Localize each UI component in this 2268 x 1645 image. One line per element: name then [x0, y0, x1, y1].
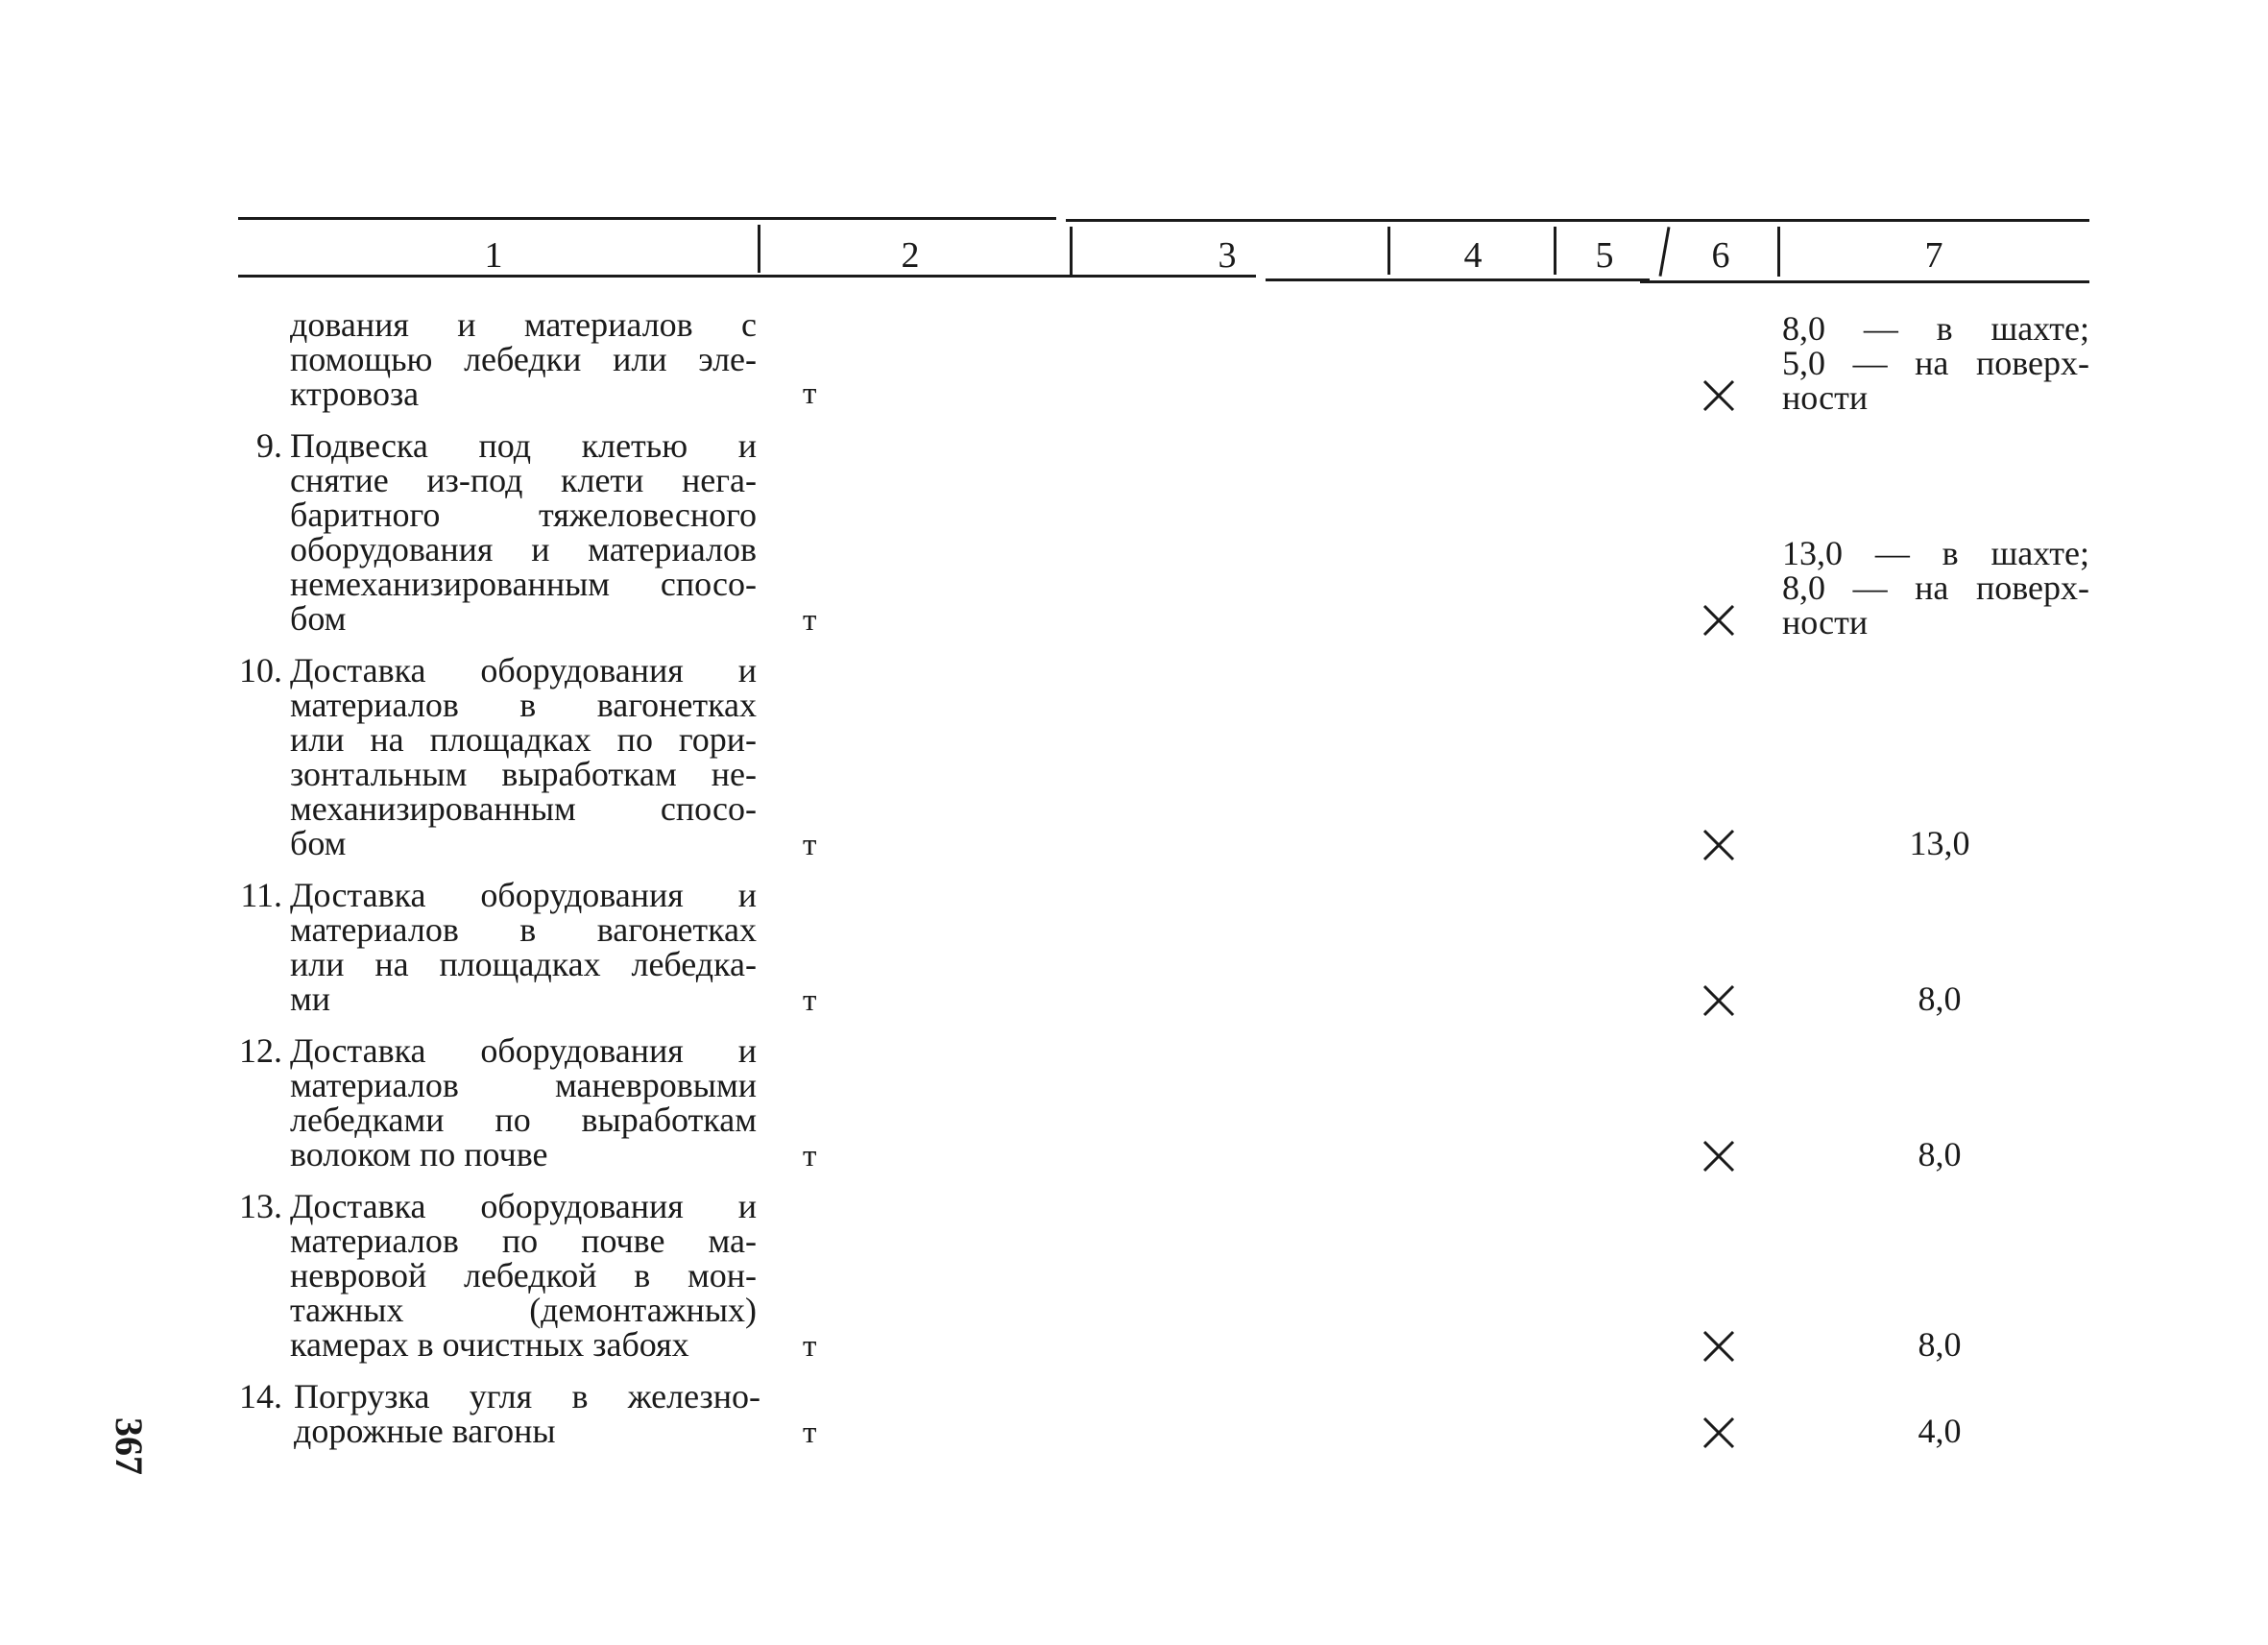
row-unit: т	[803, 828, 817, 862]
description-line: Доставка оборудования и	[290, 651, 757, 689]
header-top-rule-right	[1066, 219, 2089, 222]
row-description	[290, 1189, 757, 1362]
row-col7: 8,0	[1918, 1325, 1962, 1364]
row-description	[290, 428, 757, 636]
description-line: дорожные вагоны	[294, 1412, 556, 1450]
row-col7: 13,0	[1909, 824, 1970, 862]
description-line: материалов маневровыми	[290, 1066, 757, 1104]
description-line: немеханизированным спосо-	[290, 565, 757, 603]
cross-mark-icon	[1701, 1415, 1736, 1450]
column-number-1: 1	[484, 235, 503, 276]
cross-mark-icon	[1701, 603, 1736, 638]
col7-line: 8,0 — в шахте;	[1782, 309, 2089, 348]
col7-line: ности	[1782, 603, 1869, 641]
description-line: ми	[290, 980, 331, 1018]
row-col7: 8,0	[1918, 980, 1962, 1018]
header-bottom-rule-3	[1640, 280, 2089, 283]
header-divider-5	[1659, 227, 1671, 277]
row-number: 12.	[239, 1031, 282, 1070]
row-description	[294, 1379, 760, 1448]
row-description	[290, 1033, 757, 1172]
description-line: баритного тяжеловесного	[290, 496, 757, 534]
description-line: помощью лебедки или эле-	[290, 340, 757, 378]
row-number: 10.	[239, 651, 282, 689]
row-description	[290, 307, 757, 411]
cross-mark-icon	[1701, 983, 1736, 1018]
header-bottom-rule-1	[238, 275, 1256, 278]
row-number: 14.	[239, 1377, 282, 1415]
description-line: лебедками по выработкам	[290, 1101, 757, 1139]
description-line: Подвеска под клетью и	[290, 426, 757, 465]
description-line: Доставка оборудования и	[290, 876, 757, 914]
col7-line: 8,0 — на поверх-	[1782, 568, 2089, 607]
description-line: Погрузка угля в железно-	[294, 1377, 760, 1415]
cross-mark-icon	[1701, 828, 1736, 862]
description-line: зонтальным выработкам не-	[290, 755, 757, 793]
cross-mark-icon	[1701, 378, 1736, 413]
row-unit: т	[803, 983, 817, 1018]
description-line: или на площадках лебедка-	[290, 945, 757, 983]
row-number: 9.	[256, 426, 282, 465]
header-divider-6	[1777, 227, 1780, 277]
column-number-6: 6	[1711, 235, 1730, 276]
description-line: бом	[290, 599, 347, 638]
description-line: материалов по почве ма-	[290, 1222, 757, 1260]
description-line: материалов в вагонетках	[290, 910, 757, 949]
description-line: тажных (демонтажных)	[290, 1291, 757, 1329]
description-line: бом	[290, 824, 347, 862]
description-line: ктровоза	[290, 375, 420, 413]
header-bottom-rule-2	[1266, 278, 1650, 281]
col7-line: 13,0 — в шахте;	[1782, 534, 2089, 572]
description-line: Доставка оборудования и	[290, 1187, 757, 1225]
column-number-3: 3	[1218, 235, 1237, 276]
description-line: невровой лебедкой в мон-	[290, 1256, 757, 1294]
row-unit: т	[803, 1139, 817, 1173]
row-col7	[1782, 311, 2089, 415]
row-col7	[1782, 536, 2089, 640]
cross-mark-icon	[1701, 1329, 1736, 1364]
row-number: 11.	[240, 876, 282, 914]
row-col7: 4,0	[1918, 1412, 1962, 1450]
header-divider-4	[1554, 227, 1556, 275]
row-description	[290, 878, 757, 1016]
header-divider-2	[1070, 227, 1073, 275]
description-line: камерах в очистных забоях	[290, 1325, 689, 1364]
column-number-7: 7	[1924, 235, 1943, 276]
page-number: 367	[108, 1417, 151, 1475]
header-top-rule-left	[238, 217, 1056, 220]
column-number-4: 4	[1463, 235, 1483, 276]
col7-line: ности	[1782, 378, 1869, 417]
header-divider-3	[1387, 227, 1390, 275]
row-unit: т	[803, 376, 817, 411]
column-number-2: 2	[901, 235, 920, 276]
description-line: снятие из-под клети нега-	[290, 461, 757, 499]
description-line: оборудования и материалов	[290, 530, 757, 568]
row-col7: 8,0	[1918, 1135, 1962, 1173]
row-unit: т	[803, 1415, 817, 1450]
description-line: Доставка оборудования и	[290, 1031, 757, 1070]
row-number: 13.	[239, 1187, 282, 1225]
row-unit: т	[803, 603, 817, 638]
row-description	[290, 653, 757, 860]
row-unit: т	[803, 1329, 817, 1364]
description-line: материалов в вагонетках	[290, 686, 757, 724]
description-line: волоком по почве	[290, 1135, 548, 1173]
description-line: механизированным спосо-	[290, 789, 757, 828]
cross-mark-icon	[1701, 1139, 1736, 1173]
column-number-5: 5	[1595, 235, 1614, 276]
description-line: дования и материалов с	[290, 305, 757, 344]
col7-line: 5,0 — на поверх-	[1782, 344, 2089, 382]
header-divider-1	[758, 225, 760, 273]
description-line: или на площадках по гори-	[290, 720, 757, 759]
